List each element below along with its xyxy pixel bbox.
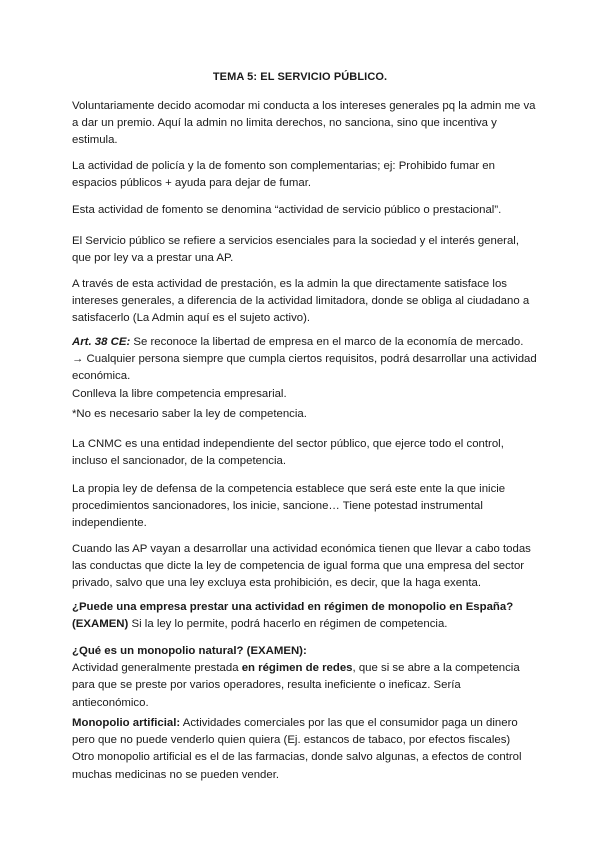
paragraph-denominacion <box>72 202 532 219</box>
bold-term: en régimen de redes <box>241 662 353 675</box>
article-reference: Art. 38 CE: <box>72 336 131 348</box>
paragraph-art-38-ce <box>72 334 537 403</box>
text-line: que por ley va a prestar una AP. <box>72 252 234 265</box>
text-line: → Cualquier persona siempre que cumpla ciertos requisitos, podrá desarrollar una actividad <box>72 353 537 366</box>
text-span: Se reconoce la libertad de empresa en el marco de la economía de mercado. <box>130 336 524 348</box>
text-line: El Servicio público se refiere a servicios esenciales para la sociedad y el interés general, <box>72 235 519 247</box>
text-line: para que se preste por varios operadores, resulta ineficiente o ineficaz. Sería <box>72 679 461 692</box>
text-line <box>72 334 532 351</box>
text-line: Conlleva la libre competencia empresarial. <box>72 387 287 400</box>
text-line: pero que no puede venderlo quien quiera (Ej. estancos de tabaco, por efectos fiscales) <box>72 734 511 747</box>
paragraph-policia-fomento <box>72 158 532 192</box>
paragraph-ley-defensa <box>72 481 532 533</box>
text-line: a dar un premio. Aquí la admin no limita derechos, no sanciona, sino que incentiva y <box>72 117 497 130</box>
paragraph-nota <box>72 406 532 423</box>
paragraph-monopolio-question <box>72 599 532 633</box>
question-heading: ¿Puede una empresa prestar una actividad en régimen de monopolio en España? <box>72 601 514 613</box>
text-line <box>72 599 532 616</box>
paragraph-fomento-intro <box>72 98 536 150</box>
text-line <box>72 643 532 660</box>
text-line: Cuando las AP vayan a desarrollar una actividad económica tienen que llevar a cabo todas <box>72 543 531 555</box>
text-span: Actividades comerciales por las que el consumidor paga un dinero <box>180 717 518 729</box>
text-line: antieconómico. <box>72 696 149 709</box>
text-line: satisfacerlo (La Admin aquí es el sujeto activo). <box>72 312 311 325</box>
text-line: procedimientos sancionadores, los inicie, sancione… Tiene potestad instrumental <box>72 500 483 513</box>
paragraph-servicio-publico <box>72 233 532 267</box>
paragraph-prestacion <box>72 276 532 328</box>
text-line: intereses generales, a diferencia de la actividad limitadora, donde se obliga al ciudadano a <box>72 295 530 308</box>
page-title: TEMA 5: EL SERVICIO PÚBLICO. <box>212 71 388 83</box>
paragraph-monopolio-artificial <box>72 715 532 784</box>
text-line: muchas medicinas no se pueden vender. <box>72 768 280 781</box>
text-line: privado, salvo que una ley excluya esta prohibición, es decir, que la haga exenta. <box>72 577 482 590</box>
text-line: Esta actividad de fomento se denomina “actividad de servicio público o prestacional”. <box>72 204 502 216</box>
text-line <box>72 715 532 732</box>
text-line: las conductas que dicte la ley de competencia de igual forma que una empresa del sector <box>72 560 525 573</box>
text-line: incluso el sancionador, de la competencia. <box>72 455 287 468</box>
text-line: La CNMC es una entidad independiente del sector público, que ejerce todo el control, <box>72 438 504 450</box>
text-span: , que si se abre a la competencia <box>352 662 520 675</box>
text-line: La propia ley de defensa de la competencia establece que será este ente la que inicie <box>72 483 506 495</box>
text-line: *No es necesario saber la ley de competencia. <box>72 408 307 420</box>
text-line: independiente. <box>72 517 147 530</box>
paragraph-monopolio-natural <box>72 643 532 712</box>
text-line <box>72 660 532 677</box>
text-line: A través de esta actividad de prestación, es la admin la que directamente satisface los <box>72 278 507 290</box>
bold-term: Monopolio artificial: <box>72 717 181 729</box>
text-line: La actividad de policía y la de fomento son complementarias; ej: Prohibido fumar en <box>72 160 495 172</box>
paragraph-conductas-ap <box>72 541 532 593</box>
paragraph-cnmc <box>72 436 532 470</box>
text-line <box>72 616 532 633</box>
text-span: Si la ley lo permite, podrá hacerlo en régimen de competencia. <box>128 618 448 631</box>
text-line: económica. <box>72 370 131 383</box>
text-line: espacios públicos + ayuda para dejar de fumar. <box>72 177 312 190</box>
text-line: Voluntariamente decido acomodar mi conducta a los intereses generales pq la admin me va <box>72 100 536 112</box>
exam-tag: (EXAMEN) <box>72 618 129 631</box>
question-heading: ¿Qué es un monopolio natural? (EXAMEN): <box>72 645 307 657</box>
text-line: estimula. <box>72 134 118 147</box>
text-line: Otro monopolio artificial es el de las farmacias, donde salvo algunas, a efectos de control <box>72 751 522 764</box>
text-span: Actividad generalmente prestada <box>72 662 242 675</box>
